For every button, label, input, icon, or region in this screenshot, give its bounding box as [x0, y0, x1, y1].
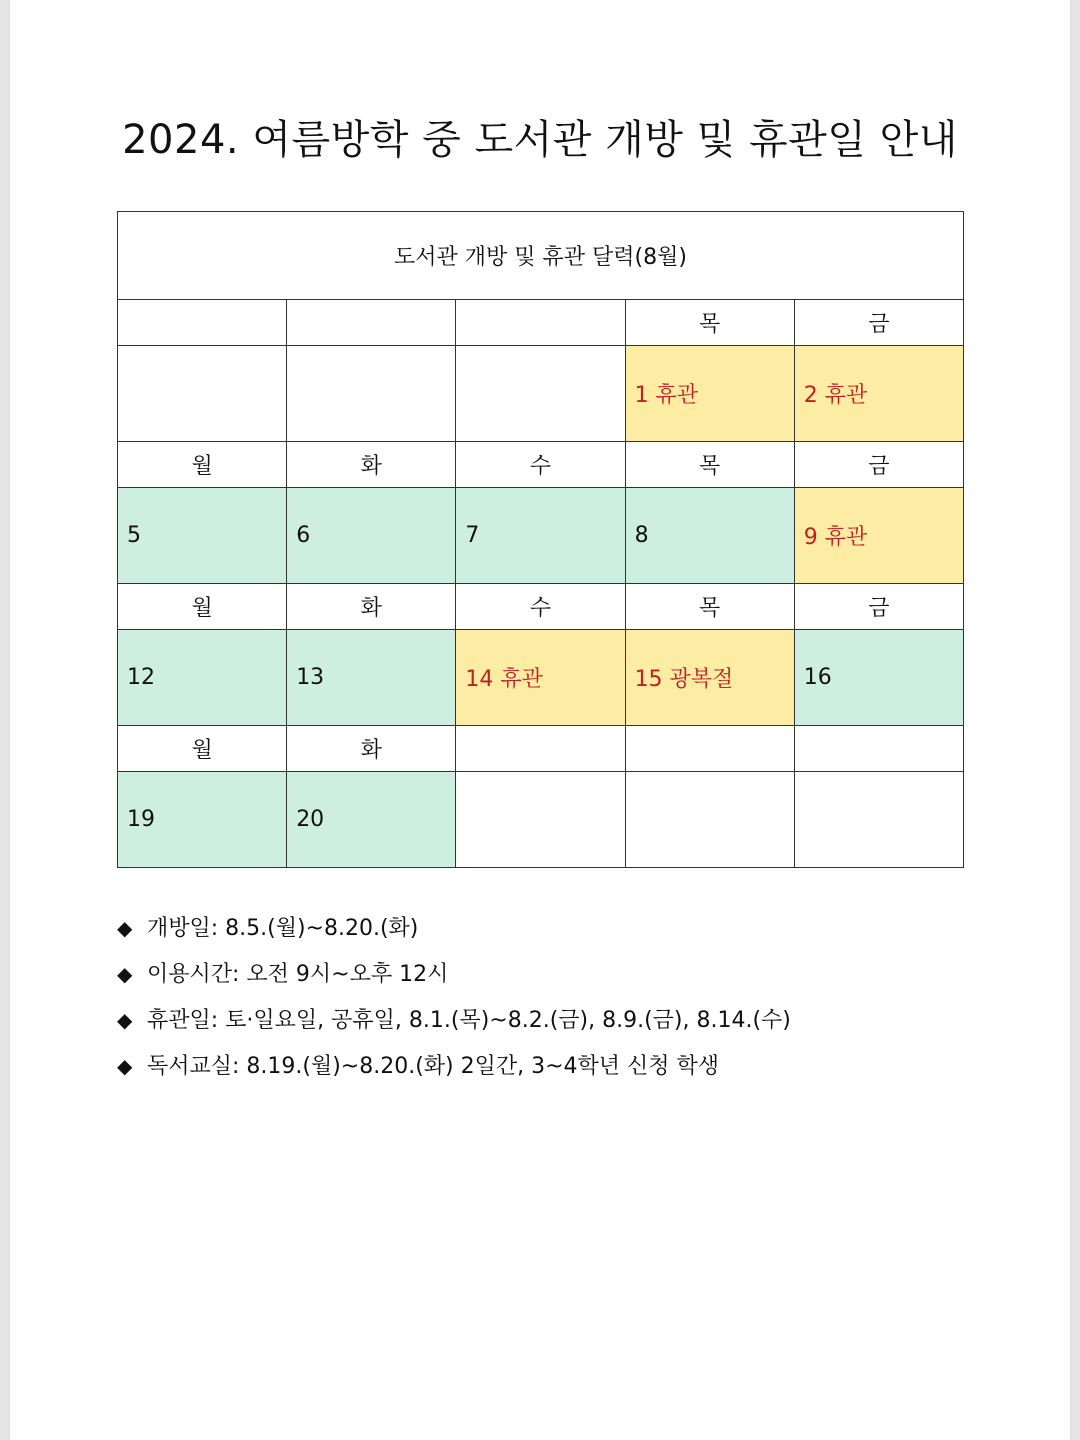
day-cell-open: 16	[794, 630, 963, 726]
note-text: 개방일: 8.5.(월)~8.20.(화)	[147, 916, 419, 941]
day-cell-closed: 14 휴관	[456, 630, 625, 726]
note-item	[117, 997, 791, 1043]
weekday-header-row	[118, 726, 964, 772]
note-text: 이용시간: 오전 9시~오후 12시	[147, 962, 449, 987]
weekday-header: 화	[287, 726, 456, 772]
weekday-header: 목	[625, 300, 794, 346]
day-cell-closed: 9 휴관	[794, 488, 963, 584]
day-cell-open: 12	[118, 630, 287, 726]
date-row	[118, 488, 964, 584]
day-cell	[625, 772, 794, 868]
day-cell	[794, 772, 963, 868]
note-text: 독서교실: 8.19.(월)~8.20.(화) 2일간, 3~4학년 신청 학생	[147, 1054, 720, 1079]
diamond-bullet-icon: ◆	[117, 962, 133, 986]
weekday-header-row	[118, 442, 964, 488]
day-cell-closed: 1 휴관	[625, 346, 794, 442]
weekday-header: 월	[118, 726, 287, 772]
day-cell-open: 20	[287, 772, 456, 868]
day-cell-open: 8	[625, 488, 794, 584]
day-cell-holiday: 15 광복절	[625, 630, 794, 726]
weekday-header: 목	[625, 442, 794, 488]
diamond-bullet-icon: ◆	[117, 1054, 133, 1078]
weekday-header: 수	[456, 584, 625, 630]
date-row	[118, 346, 964, 442]
day-cell-open: 5	[118, 488, 287, 584]
weekday-header: 화	[287, 584, 456, 630]
calendar-caption: 도서관 개방 및 휴관 달력(8월)	[118, 212, 964, 300]
note-item	[117, 905, 791, 951]
weekday-header: 금	[794, 442, 963, 488]
document-page	[10, 0, 1070, 1440]
weekday-header-row	[118, 584, 964, 630]
weekday-header	[456, 726, 625, 772]
calendar-table	[117, 211, 964, 868]
weekday-header	[625, 726, 794, 772]
note-item	[117, 951, 791, 997]
day-cell-open: 7	[456, 488, 625, 584]
weekday-header: 수	[456, 442, 625, 488]
weekday-header	[456, 300, 625, 346]
weekday-header	[287, 300, 456, 346]
weekday-header-row	[118, 300, 964, 346]
diamond-bullet-icon: ◆	[117, 1008, 133, 1032]
weekday-header: 월	[118, 584, 287, 630]
weekday-header: 화	[287, 442, 456, 488]
diamond-bullet-icon: ◆	[117, 916, 133, 940]
note-item	[117, 1043, 791, 1089]
day-cell	[118, 346, 287, 442]
weekday-header	[794, 726, 963, 772]
note-text: 휴관일: 토·일요일, 공휴일, 8.1.(목)~8.2.(금), 8.9.(금), 8.14.(수)	[147, 1008, 791, 1033]
document-title: 2024. 여름방학 중 도서관 개방 및 휴관일 안내	[122, 117, 958, 163]
day-cell-closed: 2 휴관	[794, 346, 963, 442]
day-cell-open: 19	[118, 772, 287, 868]
weekday-header	[118, 300, 287, 346]
weekday-header: 금	[794, 584, 963, 630]
date-row	[118, 772, 964, 868]
day-cell	[456, 346, 625, 442]
day-cell	[456, 772, 625, 868]
weekday-header: 금	[794, 300, 963, 346]
day-cell-open: 6	[287, 488, 456, 584]
weekday-header: 월	[118, 442, 287, 488]
weekday-header: 목	[625, 584, 794, 630]
date-row	[118, 630, 964, 726]
notes-list	[117, 905, 791, 1089]
day-cell-open: 13	[287, 630, 456, 726]
day-cell	[287, 346, 456, 442]
